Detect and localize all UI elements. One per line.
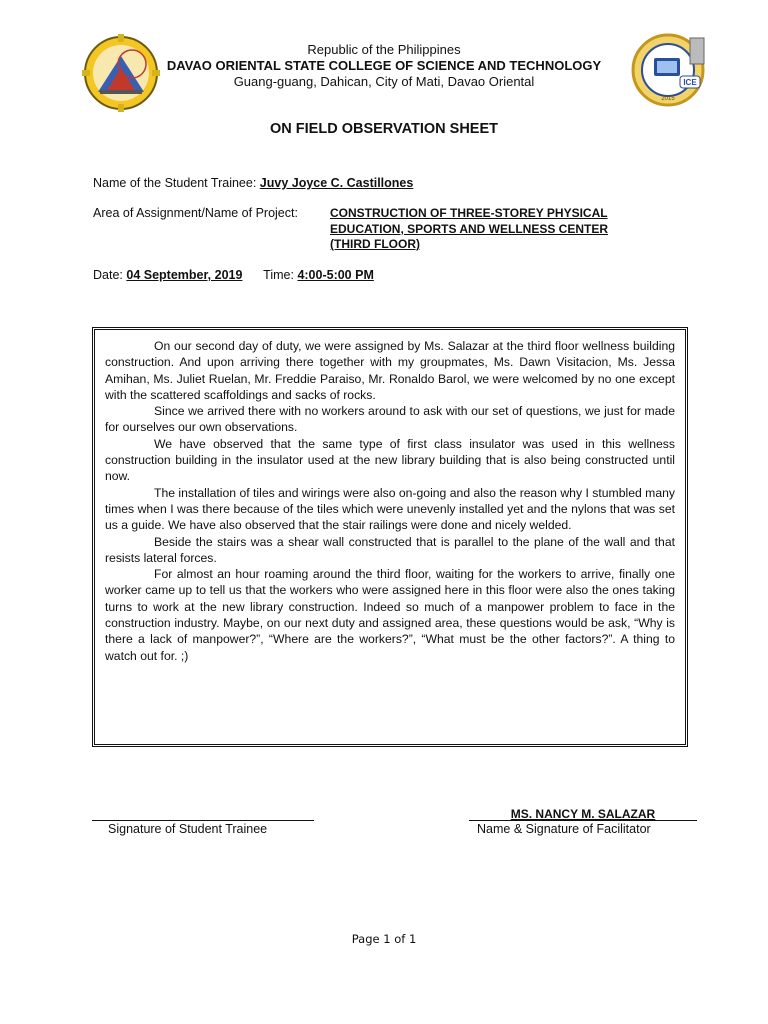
observation-paragraph: Beside the stairs was a shear wall constructed that is parallel to the plane of the wall and that resists lateral forces. (105, 534, 675, 565)
project-line-1: CONSTRUCTION OF THREE-STOREY PHYSICAL (330, 206, 608, 220)
logo-year-text: 2015 (661, 96, 675, 102)
date-time-row (93, 268, 374, 284)
document-title: ON FIELD OBSERVATION SHEET (270, 121, 498, 137)
logo-ice-text: ICE (683, 78, 697, 87)
date-label: Date: (93, 268, 123, 282)
observation-paragraph: For almost an hour roaming around the third floor, waiting for the workers to arrive, finally one worker came up to tell us that the workers who were assigned here in this floor were also the ones taking turns to work at the new library construction. Indeed so much of a manpower problem to face in the construction industry. Maybe, on our next duty and assigned area, these questions would be ask, “Why is there a lack of manpower?”, “Where are the workers?”, “What must be the other factors?”. A thing to watch out for. ;) (105, 567, 675, 663)
college-name: DAVAO ORIENTAL STATE COLLEGE OF SCIENCE AND TECHNOLOGY (166, 58, 602, 73)
page-number: Page 1 of 1 (351, 932, 417, 946)
facilitator-signature-label: Name & Signature of Facilitator (477, 822, 651, 836)
project-line-3: (THIRD FLOOR) (330, 237, 420, 251)
facilitator-signature-line (469, 820, 697, 821)
project-name (330, 206, 608, 253)
trainee-label: Name of the Student Trainee: (93, 176, 257, 190)
project-line-2: EDUCATION, SPORTS AND WELLNESS CENTER (330, 221, 609, 236)
college-address: Guang-guang, Dahican, City of Mati, Davao Oriental (233, 74, 535, 89)
time-value: 4:00-5:00 PM (297, 268, 374, 282)
trainee-row (93, 176, 413, 192)
observation-paragraph: On our second day of duty, we were assigned by Ms. Salazar at the third floor wellness building construction. And upon arriving there together with my groupmates, Ms. Dawn Visitacion, Ms. Jessa Amihan, Ms. Juliet Ruelan, Mr. Freddie Paraiso, Mr. Ronaldo Barol, we were welcomed by no one except with the scattered scaffoldings and sacks of rocks. (105, 339, 675, 402)
observation-box (92, 327, 688, 747)
time-label: Time: (263, 268, 294, 282)
observation-paragraph: We have observed that the same type of first class insulator was used in this wellness construction building in the insulator used at the new library building that is also being constructed until now. (105, 436, 675, 484)
republic-line: Republic of the Philippines (307, 42, 461, 57)
assignment-label: Area of Assignment/Name of Project: (93, 206, 298, 220)
letterhead (0, 42, 768, 90)
trainee-signature-line (92, 820, 314, 821)
observation-paragraph: The installation of tiles and wirings were also on-going and also the reason why I stumbled many times when I was there because of the tiles which were unevenly installed yet and the nylons that was set us a guide. We have also observed that the stair railings were done and nicely welded. (105, 485, 675, 533)
trainee-name: Juvy Joyce C. Castillones (259, 176, 414, 190)
trainee-signature-label: Signature of Student Trainee (108, 822, 268, 836)
facilitator-name: MS. NANCY M. SALAZAR (510, 807, 656, 821)
observation-paragraph: Since we arrived there with no workers around to ask with our set of questions, we just for made for ourselves our own observations. (105, 404, 675, 435)
date-value: 04 September, 2019 (126, 268, 243, 282)
